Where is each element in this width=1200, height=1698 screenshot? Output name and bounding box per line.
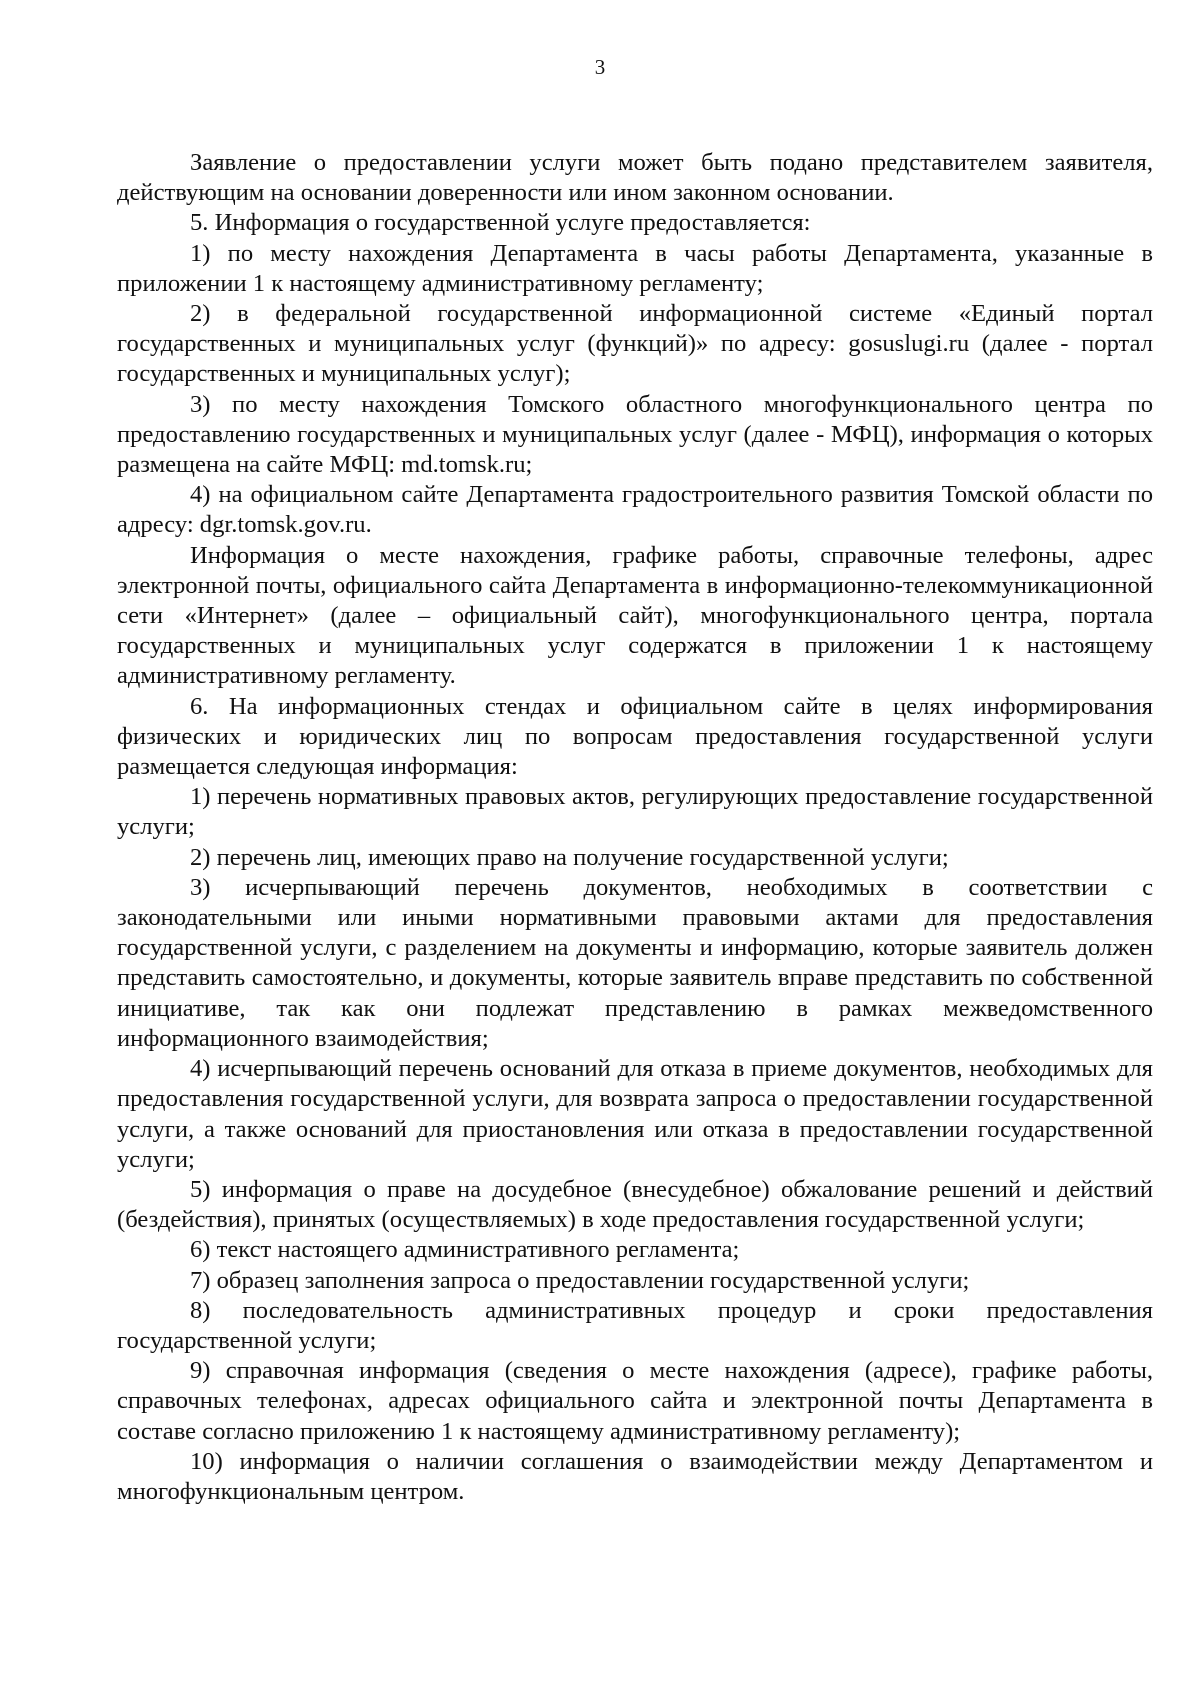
paragraph-item-6-heading: 6. На информационных стендах и официальном сайте в целях информирования физических и юридических лиц по вопросам предоставления государственной услуги размещается следующая информация: [117, 692, 1153, 781]
document-body [117, 148, 1153, 1507]
paragraph-item-5-heading: 5. Информация о государственной услуге предоставляется: [190, 209, 811, 237]
paragraph-item-5-1: 1) по месту нахождения Департамента в часы работы Департамента, указанные в приложении 1 к настоящему административному регламенту; [117, 239, 1153, 297]
paragraph-representative: Заявление о предоставлении услуги может быть подано представителем заявителя, действующим на основании доверенности или ином законном основании. [117, 149, 1153, 207]
paragraph-item-6-1: 1) перечень нормативных правовых актов, регулирующих предоставление государственной услуги; [117, 783, 1153, 841]
paragraph-item-5-2: 2) в федеральной государственной информационной системе «Единый портал государственных и муниципальных услуг (функций)» по адресу: gosuslugi.ru (далее - портал государственных и муниципальных услуг); [117, 300, 1153, 388]
paragraph-item-6-5: 5) информация о праве на досудебное (внесудебное) обжалование решений и действий (бездействия), принятых (осуществляемых) в ходе предоставления государственной услуги; [117, 1175, 1153, 1234]
paragraph-contact-info: Информация о месте нахождения, графике работы, справочные телефоны, адрес электронной почты, официального сайта Департамента в информационно-телекоммуникационной сети «Интернет» (далее – официальный сайт), многофункционального центра, портала государственных и муниципальных услуг содержатся в приложении 1 к настоящему административному регламенту. [117, 541, 1153, 690]
paragraph-item-6-8: 8) последовательность административных процедур и сроки предоставления государственной услуги; [117, 1296, 1153, 1354]
paragraph-item-6-2: 2) перечень лиц, имеющих право на получение государственной услуги; [190, 843, 949, 871]
paragraph-item-6-3: 3) исчерпывающий перечень документов, необходимых в соответствии с законодательными или иными нормативными правовыми актами для предоставления государственной услуги, с разделением на документы и информацию, которые заявитель должен представить самостоятельно, и документы, которые заявитель вправе представить по собственной инициативе, так как они подлежат представлению в рамках межведомственного информационного взаимодействия; [117, 873, 1153, 1052]
paragraph-item-5-4: 4) на официальном сайте Департамента градостроительного развития Томской области по адресу: dgr.tomsk.gov.ru. [117, 481, 1153, 539]
paragraph-item-6-6: 6) текст настоящего административного регламента; [190, 1236, 740, 1264]
paragraph-item-5-3: 3) по месту нахождения Томского областного многофункционального центра по предоставлению государственных и муниципальных услуг (далее - МФЦ), информация о которых размещена на сайте МФЦ: md.tomsk.ru; [117, 390, 1153, 479]
paragraph-item-6-10: 10) информация о наличии соглашения о взаимодействии между Департаментом и многофункциональным центром. [117, 1447, 1153, 1505]
paragraph-item-6-7: 7) образец заполнения запроса о предоставлении государственной услуги; [190, 1266, 970, 1294]
paragraph-item-6-9: 9) справочная информация (сведения о месте нахождения (адресе), графике работы, справочных телефонах, адресах официального сайта и электронной почты Департамента в составе согласно приложению 1 к настоящему административному регламенту); [117, 1357, 1153, 1445]
paragraph-item-6-4: 4) исчерпывающий перечень оснований для отказа в приеме документов, необходимых для предоставления государственной услуги, для возврата запроса о предоставлении государственной услуги, а также оснований для приостановления или отказа в предоставлении государственной услуги; [117, 1055, 1153, 1173]
page-number: 3 [594, 55, 606, 79]
